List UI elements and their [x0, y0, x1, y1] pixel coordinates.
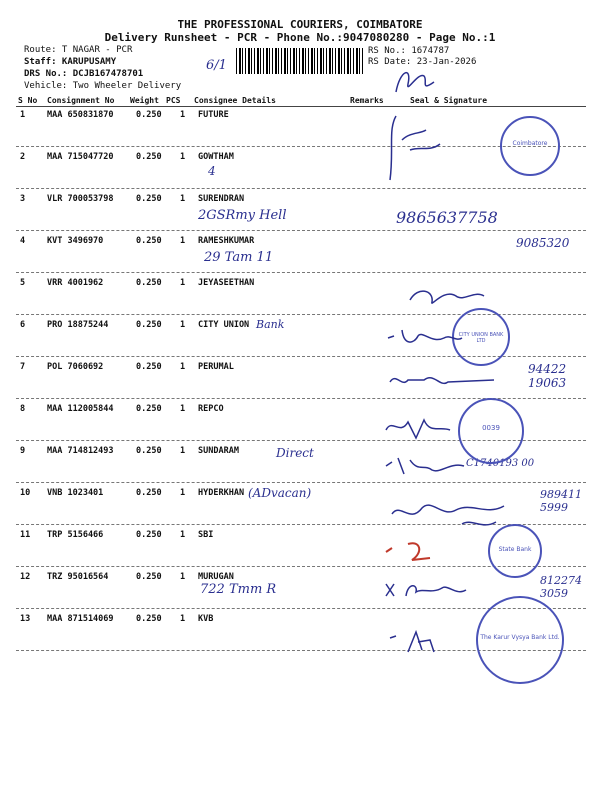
row-weight: 0.250: [136, 572, 162, 582]
row-sno: 4: [20, 236, 26, 246]
row-pcs: 1: [180, 110, 186, 120]
row-pcs: 1: [180, 404, 186, 414]
kvb-stamp-icon: [476, 596, 564, 684]
stamp-text: The Karur Vysya Bank Ltd.: [480, 634, 560, 641]
route-label: Route: T NAGAR - PCR: [24, 45, 133, 55]
drs-label: DRS No.: DCJB167478701: [24, 69, 144, 79]
row-sno: 11: [20, 530, 31, 540]
row-sno: 9: [20, 446, 26, 456]
coimbatore-stamp-icon: [500, 116, 560, 176]
row-weight: 0.250: [136, 488, 162, 498]
row-weight: 0.250: [136, 404, 162, 414]
row-consignment: MAA 715047720: [47, 152, 114, 162]
signature-icon: [380, 454, 470, 478]
col-weight: Weight: [130, 96, 159, 105]
row-sno: 13: [20, 614, 31, 624]
rs-number: RS No.: 1674787: [368, 46, 450, 56]
row-sno: 10: [20, 488, 31, 498]
row-sno: 12: [20, 572, 31, 582]
row-note: Bank: [256, 318, 285, 331]
row-consignment: VNB 1023401: [47, 488, 104, 498]
row-pcs: 1: [180, 614, 186, 624]
vehicle-label: Vehicle: Two Wheeler Delivery: [24, 81, 182, 91]
row-consignment: TRZ 95016564: [47, 572, 109, 582]
row-consignment: VRR 4001962: [47, 278, 104, 288]
row-pcs: 1: [180, 446, 186, 456]
row-consignment: VLR 700053798: [47, 194, 114, 204]
row-weight: 0.250: [136, 194, 162, 204]
row-consignment: TRP 5156466: [47, 530, 104, 540]
row-consignment: POL 7060692: [47, 362, 104, 372]
rs-date: RS Date: 23-Jan-2026: [368, 57, 477, 67]
row-pcs: 1: [180, 236, 186, 246]
signature-icon: [386, 494, 536, 534]
row-consignee: PERUMAL: [198, 362, 234, 372]
row-sno: 2: [20, 152, 26, 162]
row-pcs: 1: [180, 152, 186, 162]
row-phone: 94422 19063: [528, 362, 567, 390]
row-note: 4: [208, 164, 216, 178]
header-signature-icon: [390, 62, 440, 100]
row-consignee: JEYASEETHAN: [198, 278, 255, 288]
row-phone: 812274 3059: [540, 574, 582, 600]
row-weight: 0.250: [136, 278, 162, 288]
row-phone: 9865637758: [396, 208, 498, 227]
stamp-text: Coimbatore: [512, 140, 548, 147]
row-consignee: SBI: [198, 530, 214, 540]
runsheet-subtitle: Delivery Runsheet - PCR - Phone No.:9047080280 - Page No.:1: [104, 31, 496, 44]
row-weight: 0.250: [136, 320, 162, 330]
stamp-text: 0039: [482, 424, 500, 432]
row-divider: [16, 272, 586, 273]
row-weight: 0.250: [136, 110, 162, 120]
row-pcs: 1: [180, 194, 186, 204]
signature-icon: [382, 578, 472, 604]
row-sno: 6: [20, 320, 26, 330]
row-sno: 7: [20, 362, 26, 372]
row-consignment: MAA 112005844: [47, 404, 114, 414]
barcode-icon: [236, 48, 364, 74]
row-weight: 0.250: [136, 446, 162, 456]
signature-icon: [380, 110, 470, 190]
row-consignee: CITY UNION: [198, 320, 250, 330]
row-divider: [16, 482, 586, 483]
row-sno: 5: [20, 278, 26, 288]
row-pcs: 1: [180, 278, 186, 288]
row-weight: 0.250: [136, 614, 162, 624]
row-note: 29 Tam 11: [204, 250, 274, 265]
row-phone: C1740193 00: [466, 458, 535, 469]
row-divider: [16, 230, 586, 231]
company-title: THE PROFESSIONAL COURIERS, COIMBATORE: [177, 18, 423, 31]
row-consignee: SUNDARAM: [198, 446, 239, 456]
row-sno: 3: [20, 194, 26, 204]
row-consignment: PRO 18875244: [47, 320, 109, 330]
row-consignee: REPCO: [198, 404, 224, 414]
col-consignment: Consignment No: [47, 96, 115, 105]
row-weight: 0.250: [136, 152, 162, 162]
row-pcs: 1: [180, 320, 186, 330]
row-note: 2GSRmy Hell: [198, 208, 287, 223]
row-consignee: SURENDRAN: [198, 194, 245, 204]
row-note: Direct: [276, 446, 314, 460]
row-weight: 0.250: [136, 362, 162, 372]
col-remarks: Remarks: [350, 96, 384, 105]
stamp-text: CITY UNION BANK LTD: [458, 332, 504, 344]
handwritten-date: 6/1: [206, 58, 227, 73]
row-pcs: 1: [180, 530, 186, 540]
row-pcs: 1: [180, 488, 186, 498]
row-pcs: 1: [180, 572, 186, 582]
signature-icon: [380, 412, 460, 442]
row-phone: 989411 5999: [540, 488, 582, 514]
row-consignee: GOWTHAM: [198, 152, 234, 162]
row-sno: 1: [20, 110, 26, 120]
row-sno: 8: [20, 404, 26, 414]
signature-icon: [404, 282, 494, 312]
row-weight: 0.250: [136, 530, 162, 540]
col-sno: S No: [18, 96, 38, 105]
row-consignee: MURUGAN: [198, 572, 234, 582]
row-pcs: 1: [180, 362, 186, 372]
stamp-text: State Bank: [498, 546, 532, 553]
row-weight: 0.250: [136, 236, 162, 246]
row-consignee: RAMESHKUMAR: [198, 236, 255, 246]
row-note: (ADvacan): [248, 486, 312, 500]
row-note: 722 Tmm R: [200, 582, 277, 597]
signature-icon: [384, 326, 464, 350]
col-consignee: Consignee Details: [194, 96, 276, 105]
row-consignment: MAA 650831870: [47, 110, 114, 120]
row-consignment: MAA 871514069: [47, 614, 114, 624]
row-consignment: KVT 3496970: [47, 236, 104, 246]
row-consignment: MAA 714812493: [47, 446, 114, 456]
col-pcs: PCS: [166, 96, 181, 105]
row-consignee: FUTURE: [198, 110, 229, 120]
staff-label: Staff: KARUPUSAMY: [24, 57, 117, 67]
header-rule: [16, 106, 586, 107]
row-consignee: KVB: [198, 614, 214, 624]
row-phone: 9085320: [516, 236, 570, 250]
col-seal-signature: Seal & Signature: [410, 96, 488, 105]
row-divider: [16, 188, 586, 189]
signature-icon: [386, 628, 456, 658]
row-consignee: HYDERKHAN: [198, 488, 245, 498]
signature-icon: [380, 536, 450, 566]
signature-icon: [384, 368, 504, 396]
